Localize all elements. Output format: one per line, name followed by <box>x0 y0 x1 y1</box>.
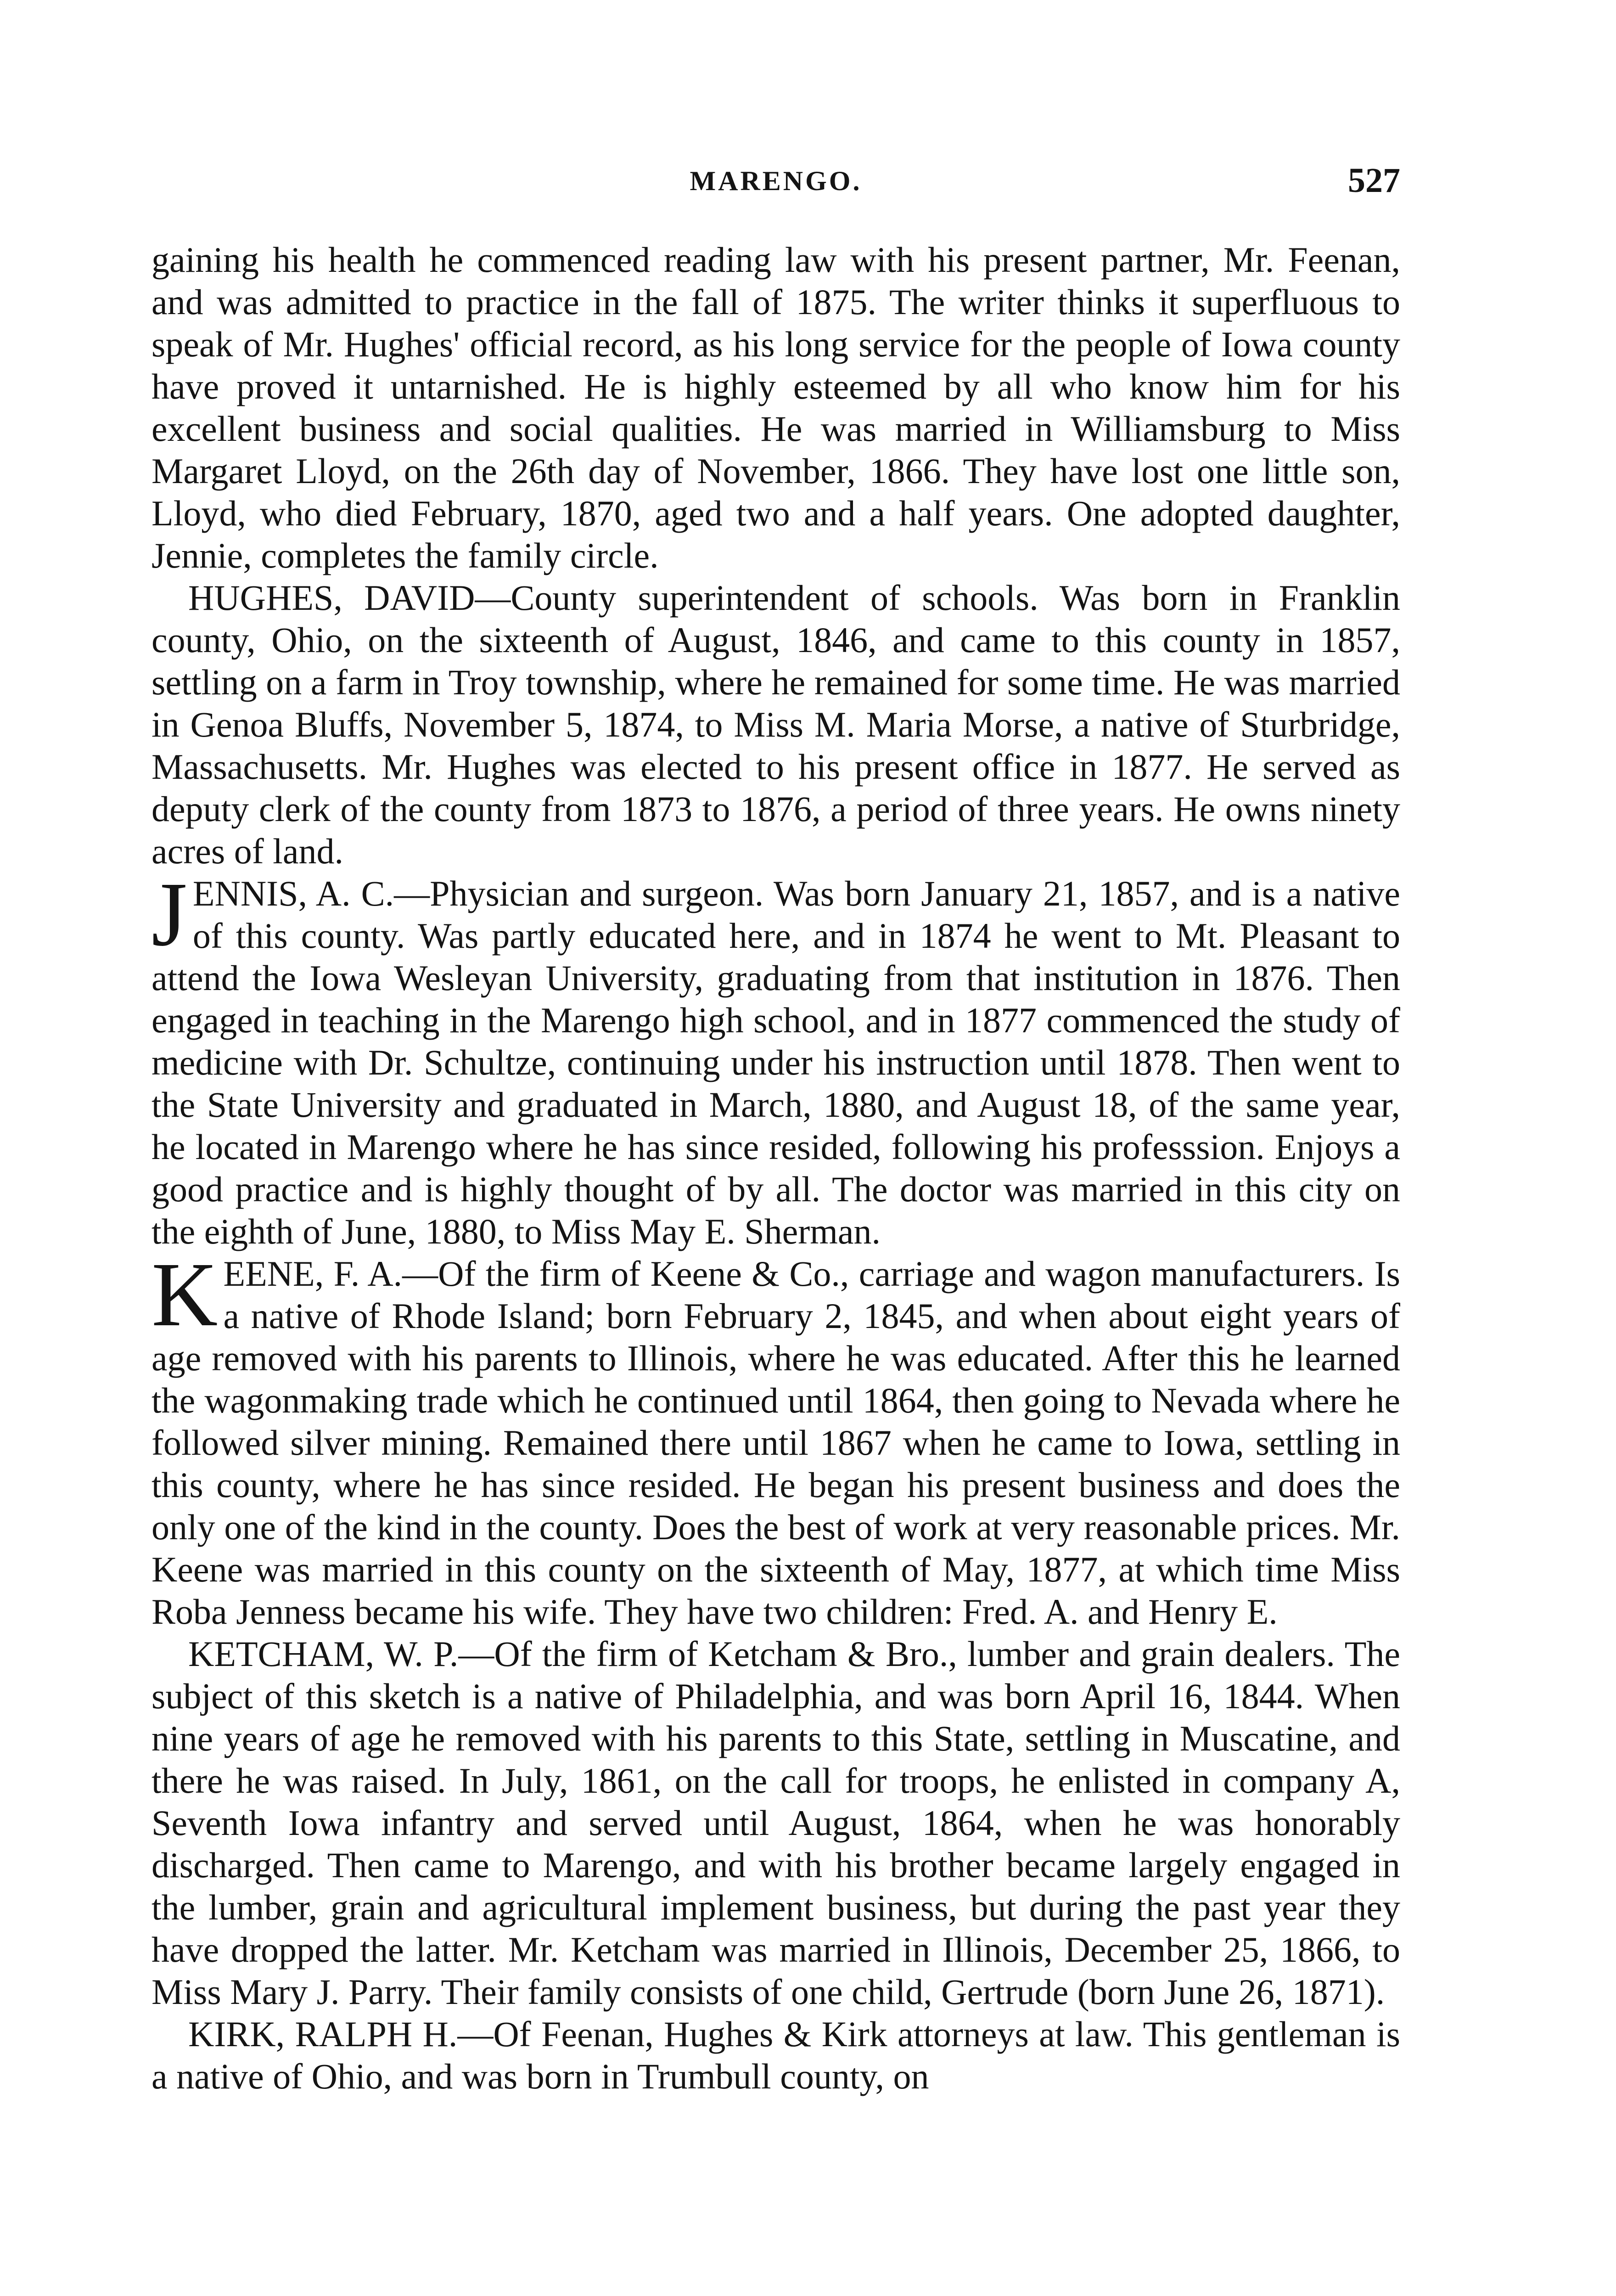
paragraph-text: gaining his health he commenced reading law with his present partner, Mr. Feenan, and was admitted to practice in the fall of 1875. The writer thinks it superfluous to speak of Mr. Hughes' official record, as his long service for the people of Iowa county have proved it untarnished. He is highly esteemed by all who know him for his excellent business and social qualities. He was married in Williamsburg to Miss Margaret Lloyd, on the 26th day of November, 1866. They have lost one little son, Lloyd, who died February, 1870, aged two and a half years. One adopted daughter, Jennie, completes the family circle. <box>152 240 1400 575</box>
paragraph-hughes-david <box>152 577 1400 872</box>
body-text <box>152 239 1400 2098</box>
paragraph-hughes-continued <box>152 239 1400 577</box>
paragraph-text: ENNIS, A. C.—Physician and surgeon. Was born January 21, 1857, and is a native of this county. Was partly educated here, and in 1874 he went to Mt. Pleasant to attend the Iowa Wesleyan University, graduating from that institution in 1876. Then engaged in teaching in the Marengo high school, and in 1877 commenced the study of medicine with Dr. Schultze, continuing under his instruction until 1878. Then went to the State University and graduated in March, 1880, and August 18, of the same year, he located in Marengo where he has since resided, following his professsion. Enjoys a good practice and is highly thought of by all. The doctor was married in this city on the eighth of June, 1880, to Miss May E. Sherman. <box>152 873 1400 1251</box>
paragraph-text: KIRK, RALPH H.—Of Feenan, Hughes & Kirk attorneys at law. This gentleman is a native of Ohio, and was born in Trumbull county, on <box>152 2014 1400 2096</box>
drop-cap-letter: J <box>152 864 187 965</box>
paragraph-text: HUGHES, DAVID—County superintendent of schools. Was born in Franklin county, Ohio, on the sixteenth of August, 1846, and came to this county in 1857, settling on a farm in Troy township, where he remained for some time. He was married in Genoa Bluffs, November 5, 1874, to Miss M. Maria Morse, a native of Sturbridge, Massachusetts. Mr. Hughes was elected to his present office in 1877. He served as deputy clerk of the county from 1873 to 1876, a period of three years. He owns ninety acres of land. <box>152 578 1400 871</box>
paragraph-kirk <box>152 2013 1400 2098</box>
page-number: 527 <box>1348 161 1400 200</box>
running-title: MARENGO. <box>690 166 862 196</box>
paragraph-jennis <box>152 864 1400 1253</box>
paragraph-keene <box>152 1244 1400 1633</box>
drop-cap-letter: K <box>152 1244 218 1345</box>
running-head <box>152 161 1400 202</box>
paragraph-text: KETCHAM, W. P.—Of the firm of Ketcham & Bro., lumber and grain dealers. The subject of this sketch is a native of Philadelphia, and was born April 16, 1844. When nine years of age he removed with his parents to this State, settling in Muscatine, and there he was raised. In July, 1861, on the call for troops, he enlisted in company A, Seventh Iowa infantry and served until August, 1864, when he was honorably discharged. Then came to Marengo, and with his brother became largely engaged in the lumber, grain and agricultural implement business, but during the past year they have dropped the latter. Mr. Ketcham was married in Illinois, December 25, 1866, to Miss Mary J. Parry. Their family consists of one child, Gertrude (born June 26, 1871). <box>152 1634 1400 2012</box>
paragraph-ketcham <box>152 1633 1400 2013</box>
paragraph-text: EENE, F. A.—Of the firm of Keene & Co., carriage and wagon manufacturers. Is a native of Rhode Island; born February 2, 1845, and when about eight years of age removed with his parents to Illinois, where he was educated. After this he learned the wagonmaking trade which he continued until 1864, then going to Nevada where he followed silver mining. Remained there until 1867 when he came to Iowa, settling in this county, where he has since resided. He began his present business and does the only one of the kind in the county. Does the best of work at very reasonable prices. Mr. Keene was married in this county on the sixteenth of May, 1877, at which time Miss Roba Jenness became his wife. They have two children: Fred. A. and Henry E. <box>152 1254 1400 1632</box>
